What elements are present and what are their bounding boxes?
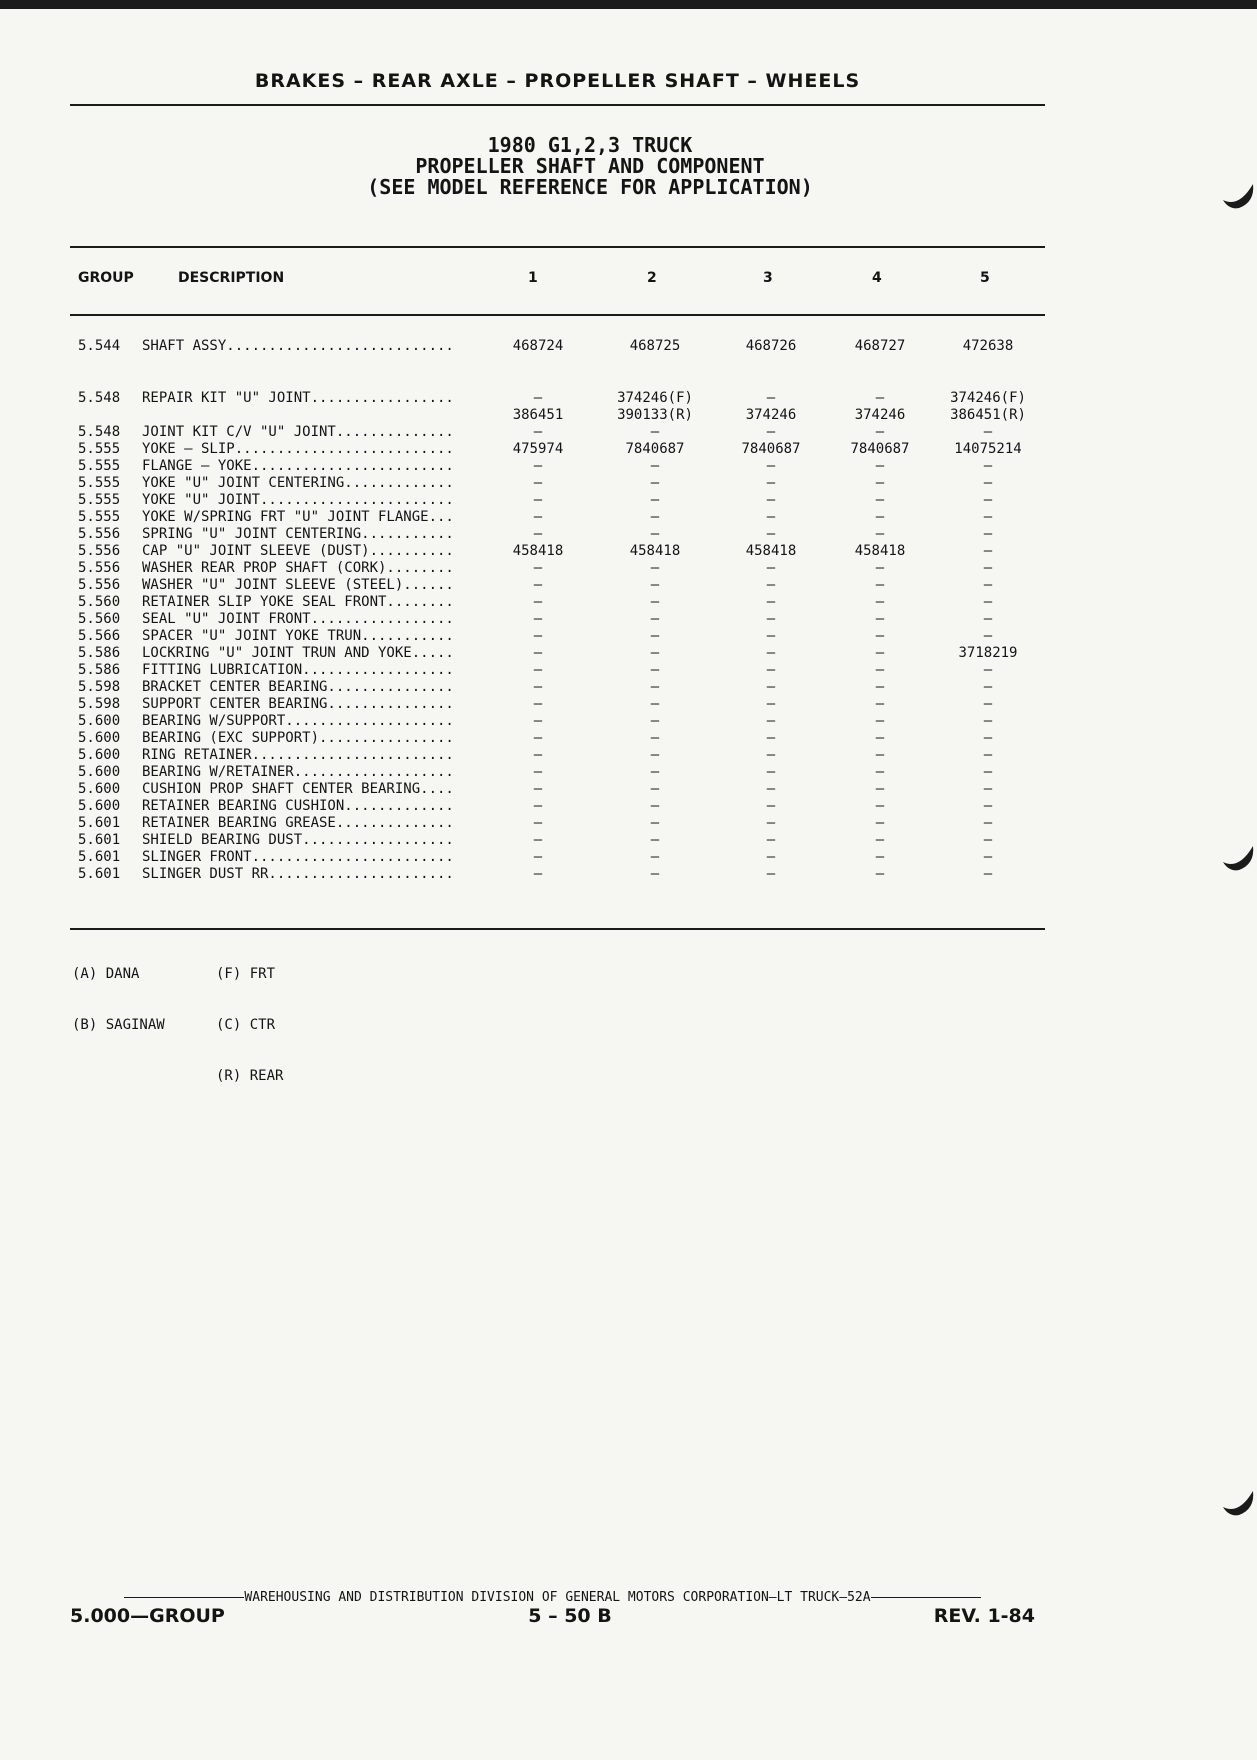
row-value-col-5: — (983, 577, 993, 593)
subtitle-line-3: (SEE MODEL REFERENCE FOR APPLICATION) (367, 175, 813, 199)
row-value-col-1: 458418 (512, 543, 564, 559)
table-row (0, 849, 1257, 866)
row-value-col-1: — (533, 611, 543, 627)
table-row (0, 730, 1257, 747)
legend-item: (B) SAGINAW (72, 1017, 165, 1033)
row-value-col-4: — (875, 696, 885, 712)
row-value-col-4: — (875, 509, 885, 525)
row-value-col-2: — (650, 781, 660, 797)
row-value-col-1: — (533, 713, 543, 729)
row-value-col-2: — (650, 526, 660, 542)
table-row (0, 492, 1257, 509)
row-value-col-1: — (533, 679, 543, 695)
row-value-col-3: — (766, 747, 776, 763)
row-value-col-5: — (983, 832, 993, 848)
row-value-col-3: — (766, 696, 776, 712)
row-group: 5.560 (78, 594, 121, 610)
row-value-col-5: — (983, 611, 993, 627)
row-value-col-4: 374246 (854, 407, 906, 423)
row-value-col-5: — (983, 866, 993, 882)
header-col-3: 3 (763, 270, 773, 286)
row-value-col-1: — (533, 798, 543, 814)
table-row (0, 815, 1257, 832)
row-value-col-1: — (533, 832, 543, 848)
table-row (0, 764, 1257, 781)
row-value-col-1: — (533, 560, 543, 576)
row-value-col-4: — (875, 458, 885, 474)
row-group: 5.555 (78, 475, 121, 491)
table-row (0, 781, 1257, 798)
row-value-col-5: — (983, 747, 993, 763)
row-value-col-4: — (875, 645, 885, 661)
row-value-col-3: — (766, 679, 776, 695)
row-value-col-3: — (766, 781, 776, 797)
row-value-col-3: — (766, 764, 776, 780)
row-value-col-2: — (650, 662, 660, 678)
row-value-col-1: — (533, 781, 543, 797)
row-group: 5.555 (78, 441, 121, 457)
row-group: 5.566 (78, 628, 121, 644)
table-row (0, 713, 1257, 730)
row-description: SLINGER FRONT........................ (142, 849, 454, 865)
row-value-col-4: — (875, 849, 885, 865)
row-description: CAP "U" JOINT SLEEVE (DUST).......... (142, 543, 454, 559)
row-value-col-1: — (533, 475, 543, 491)
row-description: BEARING W/RETAINER................... (142, 764, 454, 780)
row-description: CUSHION PROP SHAFT CENTER BEARING.... (142, 781, 454, 797)
table-row (0, 407, 1257, 424)
row-value-col-5: — (983, 662, 993, 678)
row-value-col-1: 475974 (512, 441, 564, 457)
row-value-col-2: — (650, 492, 660, 508)
row-value-col-1: — (533, 645, 543, 661)
row-value-col-4: — (875, 713, 885, 729)
row-value-col-5: — (983, 458, 993, 474)
table-row (0, 338, 1257, 355)
row-description: BRACKET CENTER BEARING............... (142, 679, 454, 695)
row-value-col-3: — (766, 866, 776, 882)
row-value-col-4: — (875, 577, 885, 593)
row-value-col-5: — (983, 492, 993, 508)
row-value-col-3: 374246 (745, 407, 797, 423)
row-value-col-5: — (983, 679, 993, 695)
row-value-col-2: — (650, 594, 660, 610)
subtitle-line-1: 1980 G1,2,3 TRUCK (487, 133, 693, 157)
row-description: SLINGER DUST RR...................... (142, 866, 454, 882)
footer-publisher: WAREHOUSING AND DISTRIBUTION DIVISION OF GENERAL MOTORS CORPORATION—LT TRUCK—52A (244, 1590, 871, 1605)
row-value-col-3: — (766, 713, 776, 729)
footer-page-number: 5 – 50 B (528, 1605, 612, 1627)
binder-hole-mark (1219, 840, 1257, 878)
row-value-col-2: — (650, 475, 660, 491)
row-value-col-1: — (533, 458, 543, 474)
row-value-col-2: — (650, 815, 660, 831)
row-value-col-3: — (766, 509, 776, 525)
row-value-col-5: 374246(F) (950, 390, 1026, 406)
legend-item: (C) CTR (216, 1017, 276, 1033)
row-group: 5.556 (78, 560, 121, 576)
row-group: 5.600 (78, 764, 121, 780)
row-value-col-4: 7840687 (850, 441, 910, 457)
row-value-col-2: — (650, 679, 660, 695)
header-description: DESCRIPTION (178, 270, 285, 286)
row-group: 5.600 (78, 713, 121, 729)
table-row (0, 594, 1257, 611)
row-value-col-4: — (875, 866, 885, 882)
table-row (0, 475, 1257, 492)
legend-item: (F) FRT (216, 966, 276, 982)
row-value-col-4: — (875, 390, 885, 406)
table-row (0, 458, 1257, 475)
subtitle-line-2: PROPELLER SHAFT AND COMPONENT (415, 154, 765, 178)
row-description: REPAIR KIT "U" JOINT................. (142, 390, 454, 406)
table-row (0, 611, 1257, 628)
row-value-col-4: — (875, 662, 885, 678)
row-value-col-2: — (650, 611, 660, 627)
row-value-col-2: — (650, 730, 660, 746)
row-description: LOCKRING "U" JOINT TRUN AND YOKE..... (142, 645, 454, 661)
row-description: RING RETAINER........................ (142, 747, 454, 763)
row-group: 5.544 (78, 338, 121, 354)
row-group: 5.601 (78, 815, 121, 831)
header-col-2: 2 (647, 270, 657, 286)
row-value-col-5: 472638 (962, 338, 1014, 354)
row-value-col-3: 468726 (745, 338, 797, 354)
table-row (0, 696, 1257, 713)
row-description: YOKE – SLIP.......................... (142, 441, 454, 457)
row-value-col-1: 386451 (512, 407, 564, 423)
row-value-col-2: — (650, 747, 660, 763)
row-value-col-3: — (766, 798, 776, 814)
row-value-col-4: — (875, 475, 885, 491)
row-value-col-5: — (983, 713, 993, 729)
row-group: 5.600 (78, 798, 121, 814)
row-value-col-5: — (983, 696, 993, 712)
row-value-col-1: — (533, 628, 543, 644)
table-row (0, 747, 1257, 764)
row-group: 5.555 (78, 458, 121, 474)
row-value-col-2: — (650, 764, 660, 780)
row-value-col-5: 14075214 (954, 441, 1022, 457)
row-group: 5.600 (78, 781, 121, 797)
row-value-col-1: — (533, 526, 543, 542)
header-col-4: 4 (872, 270, 882, 286)
row-value-col-2: — (650, 628, 660, 644)
row-value-col-1: — (533, 849, 543, 865)
row-value-col-3: — (766, 611, 776, 627)
row-group: 5.555 (78, 509, 121, 525)
top-edge-bar (0, 0, 1257, 9)
row-value-col-3: 458418 (745, 543, 797, 559)
row-value-col-3: — (766, 390, 776, 406)
row-value-col-3: — (766, 458, 776, 474)
binder-hole-mark (1219, 178, 1257, 216)
row-value-col-3: — (766, 475, 776, 491)
table-row (0, 560, 1257, 577)
table-row (0, 543, 1257, 560)
row-group: 5.601 (78, 849, 121, 865)
row-value-col-2: — (650, 560, 660, 576)
row-value-col-4: — (875, 611, 885, 627)
row-value-col-5: — (983, 849, 993, 865)
row-value-col-2: — (650, 424, 660, 440)
row-value-col-3: 7840687 (741, 441, 801, 457)
row-value-col-4: 458418 (854, 543, 906, 559)
table-row (0, 645, 1257, 662)
row-description: YOKE W/SPRING FRT "U" JOINT FLANGE... (142, 509, 454, 525)
table-row (0, 441, 1257, 458)
row-value-col-3: — (766, 645, 776, 661)
row-value-col-2: — (650, 849, 660, 865)
row-value-col-1: — (533, 492, 543, 508)
footer-publisher-line (70, 1590, 1035, 1605)
row-value-col-2: — (650, 866, 660, 882)
row-group: 5.555 (78, 492, 121, 508)
row-value-col-4: — (875, 781, 885, 797)
row-value-col-3: — (766, 662, 776, 678)
row-value-col-4: — (875, 679, 885, 695)
header-col-1: 1 (528, 270, 538, 286)
row-group: 5.601 (78, 832, 121, 848)
header-rule (70, 104, 1045, 106)
row-description: SUPPORT CENTER BEARING............... (142, 696, 454, 712)
table-row (0, 577, 1257, 594)
row-value-col-4: — (875, 492, 885, 508)
row-value-col-1: — (533, 747, 543, 763)
table-row (0, 424, 1257, 441)
row-description: BEARING W/SUPPORT.................... (142, 713, 454, 729)
row-group: 5.586 (78, 645, 121, 661)
row-value-col-2: — (650, 509, 660, 525)
row-description: YOKE "U" JOINT....................... (142, 492, 454, 508)
row-value-col-1: — (533, 424, 543, 440)
row-value-col-5: — (983, 543, 993, 559)
table-top-rule (70, 246, 1045, 248)
row-description: WASHER "U" JOINT SLEEVE (STEEL)...... (142, 577, 454, 593)
row-value-col-4: — (875, 798, 885, 814)
row-group: 5.556 (78, 526, 121, 542)
row-description: RETAINER SLIP YOKE SEAL FRONT........ (142, 594, 454, 610)
row-value-col-4: — (875, 560, 885, 576)
row-value-col-3: — (766, 849, 776, 865)
row-value-col-3: — (766, 526, 776, 542)
row-value-col-5: — (983, 781, 993, 797)
legend-item: (R) REAR (216, 1068, 284, 1084)
row-value-col-4: — (875, 764, 885, 780)
row-value-col-3: — (766, 560, 776, 576)
row-value-col-5: — (983, 526, 993, 542)
row-value-col-3: — (766, 730, 776, 746)
row-group: 5.586 (78, 662, 121, 678)
row-value-col-2: — (650, 645, 660, 661)
row-description: RETAINER BEARING GREASE.............. (142, 815, 454, 831)
table-row (0, 798, 1257, 815)
row-value-col-5: 386451(R) (950, 407, 1026, 423)
row-value-col-3: — (766, 832, 776, 848)
row-value-col-1: — (533, 509, 543, 525)
row-description: YOKE "U" JOINT CENTERING............. (142, 475, 454, 491)
table-row (0, 832, 1257, 849)
header-bottom-rule (70, 314, 1045, 316)
row-value-col-4: — (875, 747, 885, 763)
table-row (0, 526, 1257, 543)
header-group: GROUP (78, 270, 134, 286)
row-value-col-1: — (533, 815, 543, 831)
row-value-col-5: — (983, 764, 993, 780)
binder-hole-mark (1219, 1485, 1257, 1523)
legend-item: (A) DANA (72, 966, 140, 982)
row-group: 5.600 (78, 730, 121, 746)
row-value-col-1: — (533, 866, 543, 882)
row-value-col-3: — (766, 577, 776, 593)
row-group: 5.600 (78, 747, 121, 763)
row-description: WASHER REAR PROP SHAFT (CORK)........ (142, 560, 454, 576)
row-group: 5.548 (78, 424, 121, 440)
table-row (0, 866, 1257, 883)
row-value-col-2: — (650, 696, 660, 712)
legend-right (216, 932, 283, 1102)
table-row (0, 390, 1257, 407)
row-value-col-5: 3718219 (958, 645, 1018, 661)
row-value-col-1: — (533, 577, 543, 593)
row-value-col-2: — (650, 798, 660, 814)
row-value-col-3: — (766, 492, 776, 508)
row-value-col-4: — (875, 832, 885, 848)
footer-rule-left (124, 1597, 244, 1598)
row-value-col-3: — (766, 594, 776, 610)
row-value-col-1: — (533, 730, 543, 746)
table-row (0, 662, 1257, 679)
row-description: SHAFT ASSY........................... (142, 338, 454, 354)
table-row (0, 628, 1257, 645)
table-bottom-rule (70, 928, 1045, 930)
legend-left (72, 932, 165, 1051)
row-description: SPACER "U" JOINT YOKE TRUN........... (142, 628, 454, 644)
row-value-col-2: 390133(R) (617, 407, 693, 423)
row-value-col-4: 468727 (854, 338, 906, 354)
table-row (0, 509, 1257, 526)
row-value-col-1: — (533, 696, 543, 712)
row-value-col-5: — (983, 509, 993, 525)
row-value-col-5: — (983, 730, 993, 746)
row-description: RETAINER BEARING CUSHION............. (142, 798, 454, 814)
footer-revision: REV. 1-84 (933, 1605, 1035, 1627)
row-group: 5.556 (78, 577, 121, 593)
row-group: 5.548 (78, 390, 121, 406)
row-group: 5.598 (78, 679, 121, 695)
row-value-col-1: — (533, 662, 543, 678)
header-col-5: 5 (980, 270, 990, 286)
row-value-col-5: — (983, 424, 993, 440)
row-value-col-4: — (875, 730, 885, 746)
row-value-col-1: — (533, 390, 543, 406)
row-value-col-1: — (533, 764, 543, 780)
row-value-col-2: 468725 (629, 338, 681, 354)
row-value-col-5: — (983, 628, 993, 644)
row-description: SPRING "U" JOINT CENTERING........... (142, 526, 454, 542)
row-description: FLANGE – YOKE........................ (142, 458, 454, 474)
row-value-col-2: — (650, 713, 660, 729)
row-value-col-4: — (875, 815, 885, 831)
row-value-col-2: 7840687 (625, 441, 685, 457)
section-title: BRAKES – REAR AXLE – PROPELLER SHAFT – WHEELS (254, 70, 861, 92)
row-value-col-1: — (533, 594, 543, 610)
row-group: 5.560 (78, 611, 121, 627)
row-value-col-4: — (875, 526, 885, 542)
table-row (0, 679, 1257, 696)
row-value-col-4: — (875, 424, 885, 440)
row-value-col-2: — (650, 458, 660, 474)
footer-rule-right (871, 1597, 981, 1598)
row-value-col-3: — (766, 424, 776, 440)
row-value-col-3: — (766, 815, 776, 831)
row-value-col-2: 458418 (629, 543, 681, 559)
row-value-col-5: — (983, 560, 993, 576)
row-group: 5.601 (78, 866, 121, 882)
row-description: BEARING (EXC SUPPORT)................ (142, 730, 454, 746)
row-description: SEAL "U" JOINT FRONT................. (142, 611, 454, 627)
footer-group: 5.000—GROUP (70, 1605, 225, 1627)
row-value-col-3: — (766, 628, 776, 644)
row-value-col-5: — (983, 798, 993, 814)
row-group: 5.556 (78, 543, 121, 559)
row-value-col-1: 468724 (512, 338, 564, 354)
row-value-col-5: — (983, 475, 993, 491)
row-description: FITTING LUBRICATION.................. (142, 662, 454, 678)
row-description: JOINT KIT C/V "U" JOINT.............. (142, 424, 454, 440)
row-value-col-4: — (875, 594, 885, 610)
row-description: SHIELD BEARING DUST.................. (142, 832, 454, 848)
row-value-col-5: — (983, 594, 993, 610)
row-value-col-2: — (650, 577, 660, 593)
row-value-col-2: — (650, 832, 660, 848)
row-value-col-5: — (983, 815, 993, 831)
row-group: 5.598 (78, 696, 121, 712)
row-value-col-2: 374246(F) (617, 390, 693, 406)
row-value-col-4: — (875, 628, 885, 644)
